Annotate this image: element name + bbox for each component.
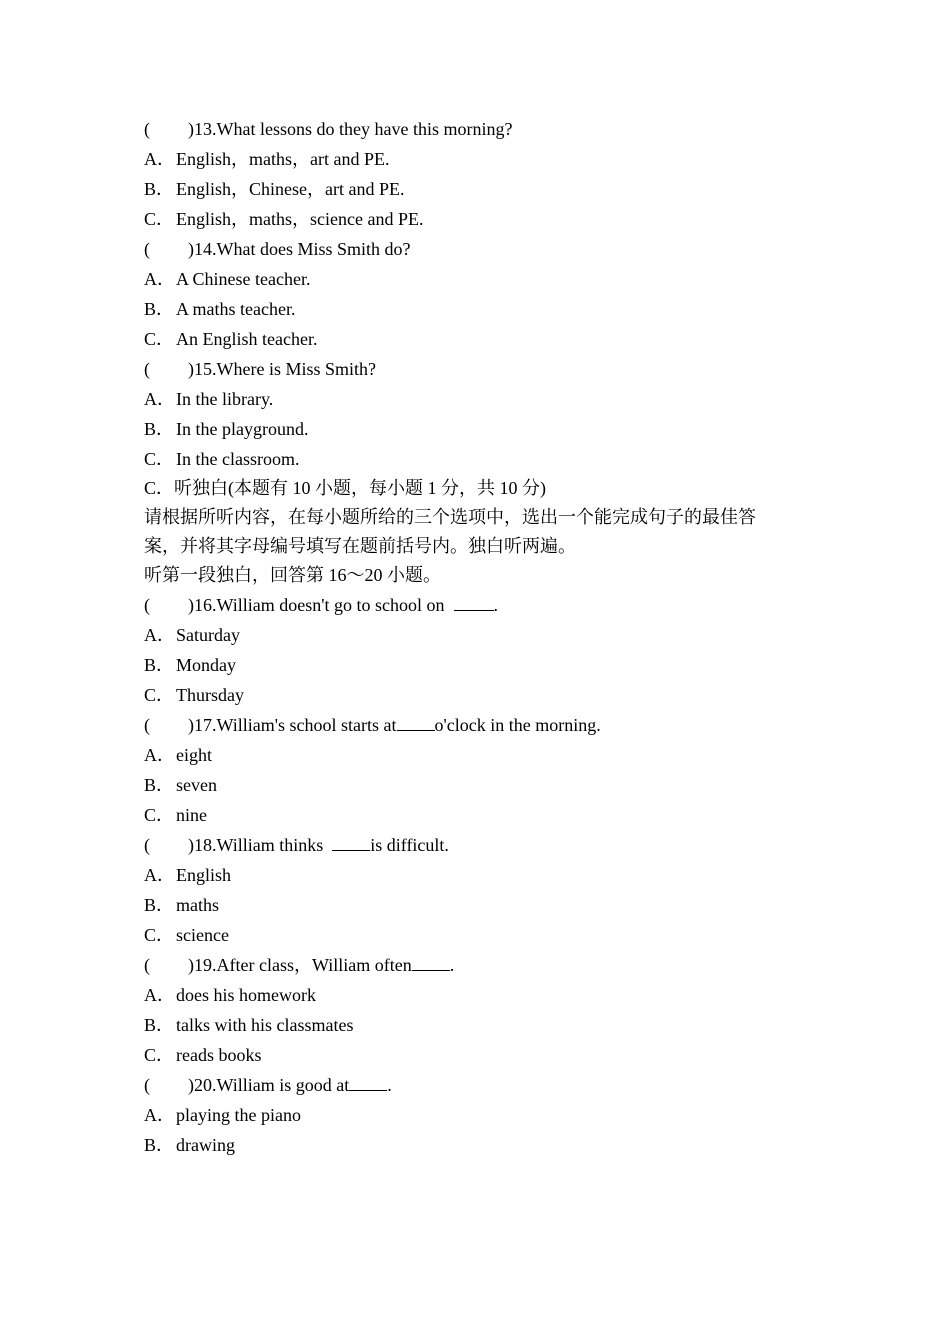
answer-paren: (	[144, 835, 150, 855]
answer-paren: (	[144, 595, 150, 615]
answer-paren: (	[144, 119, 150, 139]
answer-paren: (	[144, 715, 150, 735]
option-c: C． Thursday	[144, 685, 244, 705]
option-b: B． talks with his classmates	[144, 1015, 354, 1035]
option-a: A．A Chinese teacher.	[144, 269, 311, 289]
answer-paren: (	[144, 359, 150, 379]
option-a: A．Saturday	[144, 625, 240, 645]
option-b: B． In the playground.	[144, 419, 309, 439]
option-a: A．In the library.	[144, 389, 274, 409]
option-c: C． An English teacher.	[144, 329, 318, 349]
option-b: B． seven	[144, 775, 217, 795]
question-13	[144, 114, 824, 144]
question-17: ( )17.William's school starts at o'clock in the morning.	[144, 710, 824, 740]
option-c: C． science	[144, 925, 229, 945]
question-18: ( )18.William thinks is difficult.	[144, 830, 824, 860]
question-14	[144, 234, 824, 264]
answer-paren: (	[144, 239, 150, 259]
option-b: B． maths	[144, 895, 219, 915]
option-a: A．English	[144, 865, 232, 885]
section-c-heading: C．听独白(本题有 10 小题，每小题 1 分，共 10 分)	[144, 478, 546, 498]
question-text: )14.What does Miss Smith do?	[188, 239, 411, 259]
answer-paren: (	[144, 955, 150, 975]
answer-blank	[349, 1074, 387, 1091]
answer-blank	[332, 834, 370, 851]
question-text: )13.What lessons do they have this morning?	[188, 119, 513, 139]
option-b: B． drawing	[144, 1135, 235, 1155]
option-b: B． A maths teacher.	[144, 299, 296, 319]
option-a: A．does his homework	[144, 985, 316, 1005]
option-a: A．eight	[144, 745, 212, 765]
option-a: A．playing the piano	[144, 1105, 301, 1125]
monologue-note: 听第一段独白，回答第 16～20 小题。	[144, 565, 441, 585]
question-text: )15.Where is Miss Smith?	[188, 359, 376, 379]
question-15	[144, 354, 824, 384]
option-c: C． reads books	[144, 1045, 262, 1065]
answer-blank	[454, 594, 494, 611]
question-20: ( )20.William is good at .	[144, 1070, 824, 1100]
question-16: ( )16.William doesn't go to school on .	[144, 590, 824, 620]
document-page	[144, 114, 824, 1160]
option-c: C． English，maths，science and PE.	[144, 209, 424, 229]
answer-blank	[412, 954, 450, 971]
section-c-instruction-cont: 案，并将其字母编号填写在题前括号内。独白听两遍。	[144, 536, 576, 556]
option-c: C． nine	[144, 805, 207, 825]
option-c: C． In the classroom.	[144, 449, 300, 469]
answer-paren: (	[144, 1075, 150, 1095]
option-b: B． Monday	[144, 655, 236, 675]
section-c-instruction: 请根据所听内容，在每小题所给的三个选项中，选出一个能完成句子的最佳答	[144, 507, 756, 527]
option-b: B． English，Chinese，art and PE.	[144, 179, 405, 199]
answer-blank	[397, 714, 435, 731]
question-19: ( )19.After class，William often .	[144, 950, 824, 980]
option-a: A．English，maths，art and PE.	[144, 149, 390, 169]
